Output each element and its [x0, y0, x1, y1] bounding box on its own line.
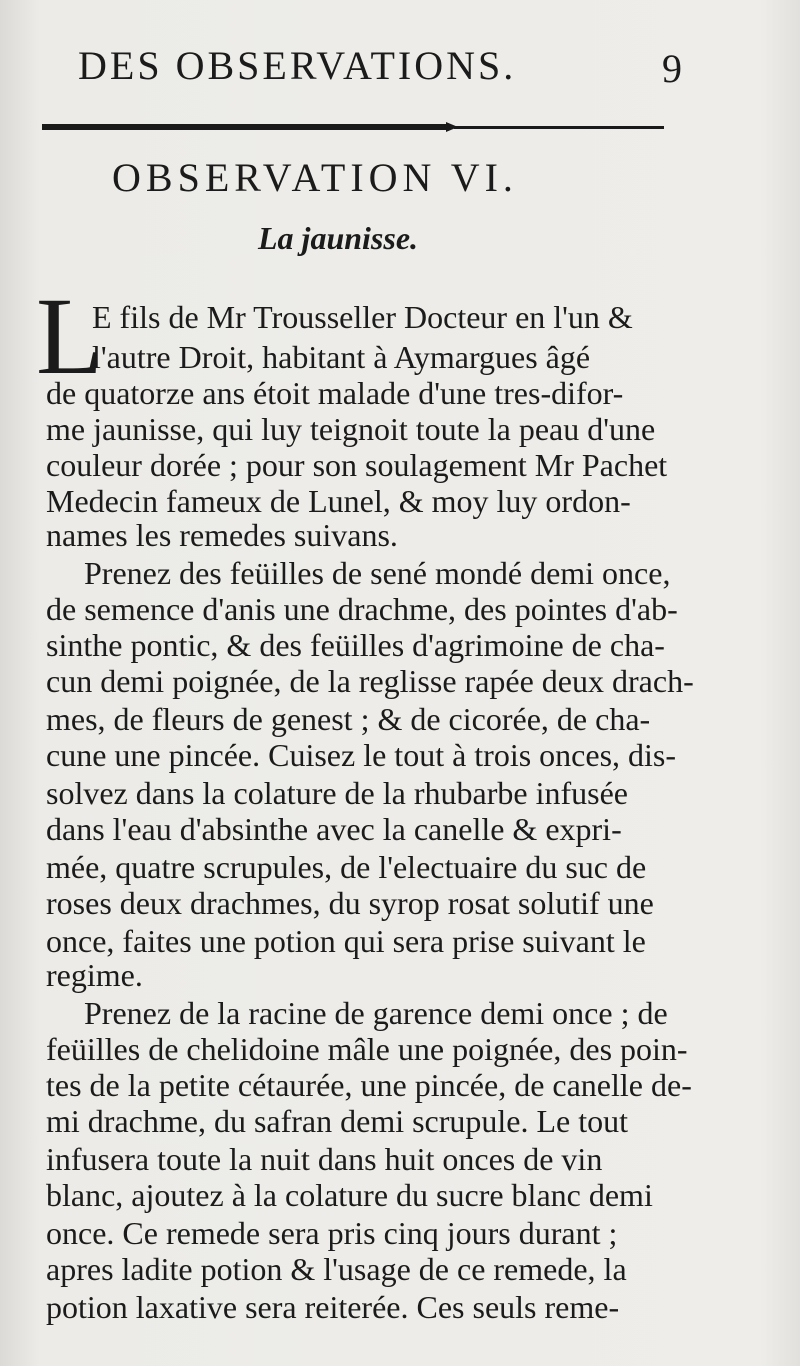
text-line: de semence d'anis une drachme, des pointes d'ab-	[46, 591, 678, 627]
text-line: once, faites une potion qui sera prise suivant le	[46, 923, 646, 959]
text-line: names les remedes suivans.	[46, 517, 398, 553]
text-line: me jaunisse, qui luy teignoit toute la peau d'une	[46, 411, 656, 447]
text-line: tes de la petite cétaurée, une pincée, de canelle de-	[46, 1067, 692, 1103]
observation-subtitle: La jaunisse.	[258, 220, 419, 256]
observation-title: OBSERVATION VI.	[112, 155, 518, 200]
text-line: cune une pincée. Cuisez le tout à trois onces, dis-	[46, 737, 677, 773]
text-line: couleur dorée ; pour son soulagement Mr Pachet	[46, 447, 668, 483]
text-line: solvez dans la colature de la rhubarbe infusée	[46, 775, 628, 811]
text-line: mi drachme, du safran demi scrupule. Le tout	[46, 1103, 629, 1139]
text-line: blanc, ajoutez à la colature du sucre blanc demi	[46, 1177, 653, 1213]
text-line: once. Ce remede sera pris cinq jours durant ;	[46, 1215, 618, 1251]
text-line: l'autre Droit, habitant à Aymargues âgé	[92, 339, 591, 375]
text-line: regime.	[46, 957, 143, 993]
running-title: DES OBSERVATIONS.	[78, 43, 517, 88]
text-line: apres ladite potion & l'usage de ce remede, la	[46, 1251, 627, 1287]
text-line: mée, quatre scrupules, de l'electuaire du suc de	[46, 849, 647, 885]
text-line: dans l'eau d'absinthe avec la canelle & expri-	[46, 811, 622, 847]
text-line: Prenez de la racine de garence demi once ; de	[84, 995, 668, 1031]
page-number: 9	[662, 46, 682, 91]
text-line: potion laxative sera reiterée. Ces seuls reme-	[46, 1289, 620, 1325]
text-line: de quatorze ans étoit malade d'une tres-difor-	[46, 375, 624, 411]
text-line: roses deux drachmes, du syrop rosat solutif une	[46, 885, 654, 921]
ornamental-rule	[42, 120, 664, 134]
text-line: Prenez des feüilles de sené mondé demi once,	[84, 555, 671, 591]
text-line: sinthe pontic, & des feüilles d'agrimoine de cha-	[46, 627, 665, 663]
drop-cap: L	[36, 275, 104, 397]
rule-thin-segment	[454, 126, 664, 129]
text-line: E fils de Mr Trousseller Docteur en l'un &	[92, 299, 633, 335]
text-line: feüilles de chelidoine mâle une poignée, des poin-	[46, 1031, 688, 1067]
rule-thick-segment	[42, 124, 446, 130]
text-line: Medecin fameux de Lunel, & moy luy ordon-	[46, 483, 631, 519]
text-line: mes, de fleurs de genest ; & de cicorée, de cha-	[46, 701, 651, 737]
text-line: cun demi poignée, de la reglisse rapée deux drach-	[46, 663, 694, 699]
text-line: infusera toute la nuit dans huit onces de vin	[46, 1141, 603, 1177]
running-head	[72, 36, 682, 96]
